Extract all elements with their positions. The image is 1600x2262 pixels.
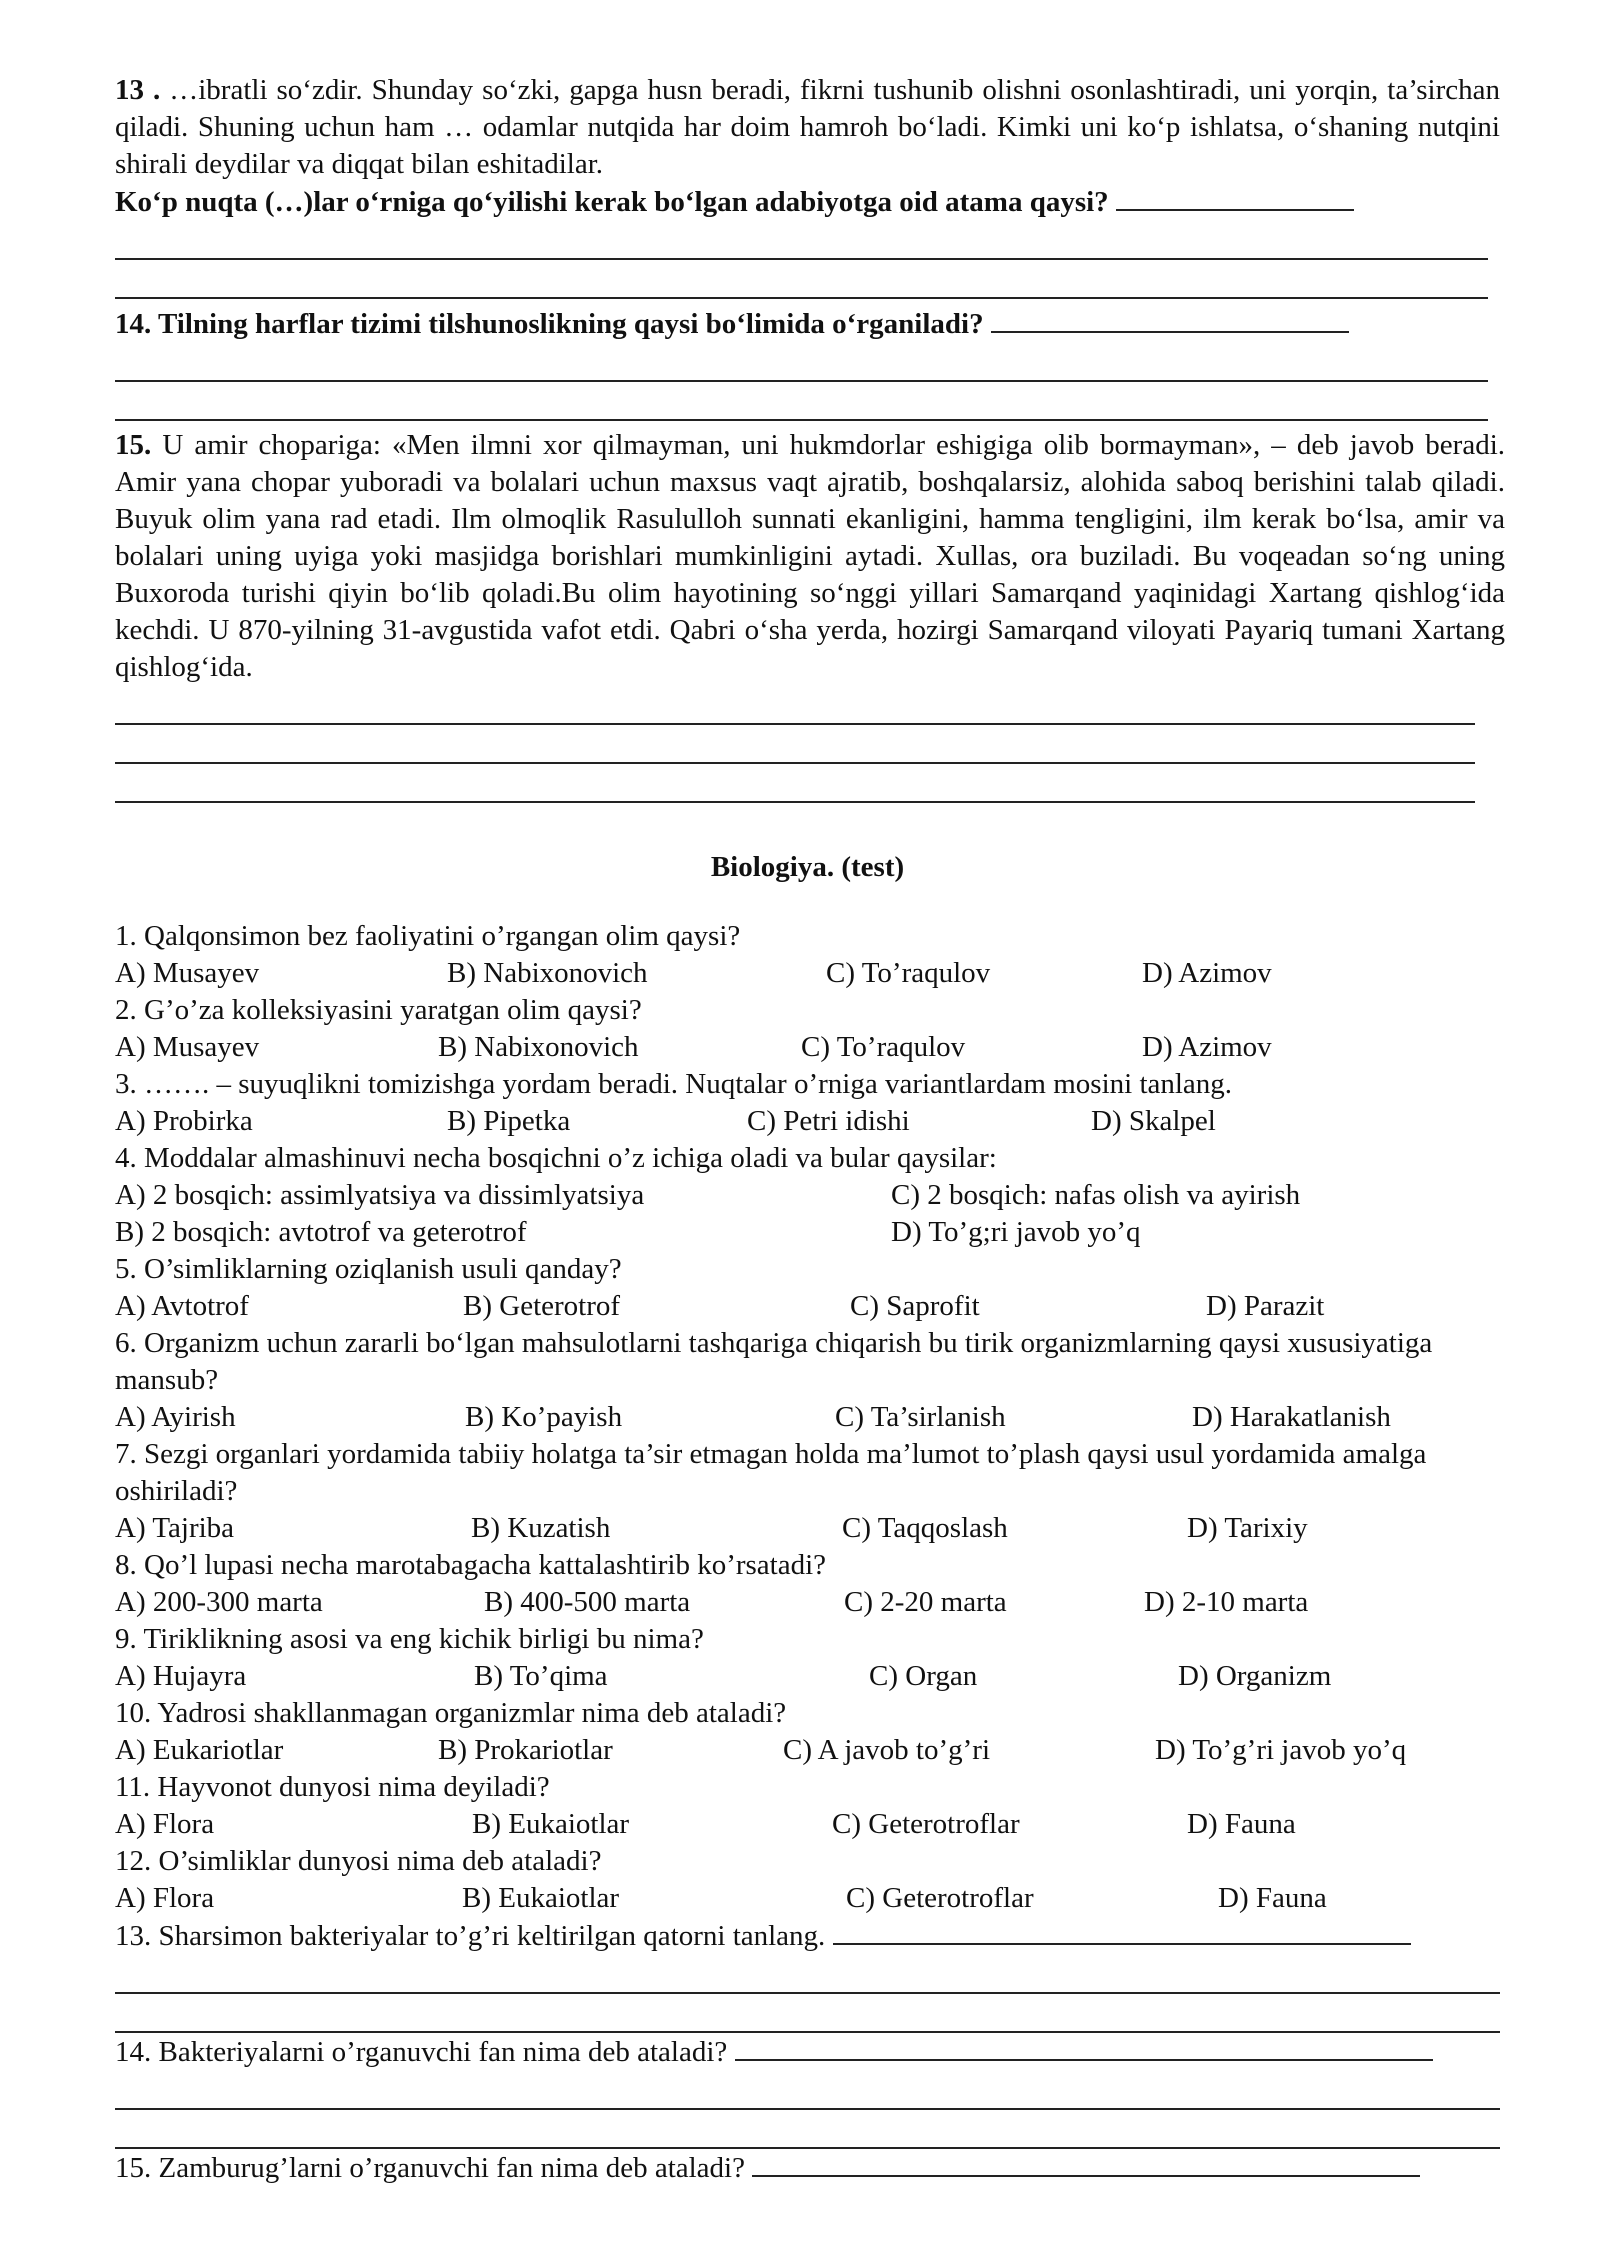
option-b[interactable]: B) Geterotrof: [463, 1290, 621, 1322]
question-13-number: 13 .: [115, 74, 161, 106]
option-a[interactable]: A) Tajriba: [115, 1512, 235, 1544]
mcq-question: 9. Tiriklikning asosi va eng kichik birligi bu nima?: [115, 1623, 704, 1655]
option-c[interactable]: C) Saprofit: [850, 1290, 980, 1322]
option-b[interactable]: B) To’qima: [474, 1660, 608, 1692]
option-d[interactable]: D) Fauna: [1187, 1808, 1296, 1840]
mcq-options: [115, 1029, 1500, 1066]
option-b[interactable]: B) Kuzatish: [471, 1512, 611, 1544]
mcq-options: [115, 1288, 1500, 1325]
question-14-prompt: [115, 305, 1500, 343]
option-c[interactable]: C) Taqqoslash: [842, 1512, 1008, 1544]
mcq-question: 5. O’simliklarning oziqlanish usuli qanday?: [115, 1253, 622, 1285]
mcq-options: [115, 1214, 1500, 1251]
option-a[interactable]: A) Avtotrof: [115, 1290, 249, 1322]
answer-line[interactable]: [115, 343, 1488, 382]
option-c[interactable]: C) Organ: [869, 1660, 978, 1692]
question-13-paragraph: [115, 72, 1500, 183]
mcq-options: [115, 1806, 1500, 1843]
mcq-options: [115, 1880, 1500, 1917]
mcq-options: [115, 955, 1500, 992]
mcq-question: 6. Organizm uchun zararli bo‘lgan mahsulotlarni tashqariga chiqarish bu tirik organizmlarning qaysi xususiyatiga mansub?: [115, 1327, 1433, 1396]
option-a[interactable]: A) Flora: [115, 1808, 215, 1840]
open-question-14: [115, 2033, 1500, 2071]
option-a[interactable]: A) 200-300 marta: [115, 1586, 323, 1618]
question-13-prompt-text: Ko‘p nuqta (…)lar o‘rniga qo‘yilishi kerak bo‘lgan adabiyotga oid atama qaysi?: [115, 186, 1109, 218]
answer-blank-13[interactable]: [1116, 183, 1354, 211]
open-question-13-text: 13. Sharsimon bakteriyalar to’g’ri keltirilgan qatorni tanlang.: [115, 1920, 826, 1952]
option-b[interactable]: B) 2 bosqich: avtotrof va geterotrof: [115, 1216, 527, 1248]
option-d[interactable]: D) 2-10 marta: [1144, 1586, 1309, 1618]
option-c[interactable]: C) Ta’sirlanish: [835, 1401, 1006, 1433]
answer-line[interactable]: [115, 725, 1475, 764]
option-b[interactable]: B) Prokariotlar: [438, 1734, 613, 1766]
option-c[interactable]: C) To’raqulov: [801, 1031, 966, 1063]
option-d[interactable]: D) Harakatlanish: [1192, 1401, 1391, 1433]
option-b[interactable]: B) Eukaiotlar: [462, 1882, 620, 1914]
option-b[interactable]: B) 400-500 marta: [484, 1586, 691, 1618]
mcq-question: 10. Yadrosi shakllanmagan organizmlar nima deb ataladi?: [115, 1697, 787, 1729]
answer-line[interactable]: [115, 221, 1488, 260]
option-a[interactable]: A) Probirka: [115, 1105, 253, 1137]
option-b[interactable]: B) Ko’payish: [465, 1401, 623, 1433]
section-title: Biologiya. (test): [710, 851, 905, 883]
question-13-prompt: [115, 183, 1500, 221]
option-c[interactable]: C) A javob to’g’ri: [783, 1734, 991, 1766]
option-a[interactable]: A) Flora: [115, 1882, 215, 1914]
multiple-choice-list: [115, 918, 1500, 1917]
question-13-text: …ibratli so‘zdir. Shunday so‘zki, gapga husn beradi, fikrni tushunib olishni osonlashtiradi, uni yorqin, ta’sirchan qiladi. Shuning uchun ham … odamlar nutqida har doim hamroh bo‘ladi. Kimki uni ko‘p ishlatsa, o‘shaning nutqini shirali deydilar va diqqat bilan eshitadilar.: [115, 74, 1501, 180]
mcq-options: [115, 1399, 1500, 1436]
mcq-question: 8. Qo’l lupasi necha marotabagacha kattalashtirib ko’rsatadi?: [115, 1549, 827, 1581]
option-c[interactable]: C) 2-20 marta: [844, 1586, 1007, 1618]
option-b[interactable]: B) Eukaiotlar: [472, 1808, 630, 1840]
answer-blank-14[interactable]: [991, 305, 1349, 333]
answer-line[interactable]: [115, 2071, 1500, 2110]
worksheet-page: [115, 72, 1505, 2187]
answer-line[interactable]: [115, 382, 1488, 421]
question-15-number: 15.: [115, 429, 152, 461]
mcq-question: 7. Sezgi organlari yordamida tabiiy holatga ta’sir etmagan holda ma’lumot to’plash qaysi usul yordamida amalga oshiriladi?: [115, 1438, 1427, 1507]
open-question-14-text: 14. Bakteriyalarni o’rganuvchi fan nima deb ataladi?: [115, 2036, 728, 2068]
mcq-options: [115, 1510, 1500, 1547]
option-d[interactable]: D) Tarixiy: [1187, 1512, 1308, 1544]
option-d[interactable]: D) To’g’ri javob yo’q: [1155, 1734, 1407, 1766]
option-d[interactable]: D) To’g;ri javob yo’q: [891, 1216, 1141, 1248]
option-a[interactable]: A) Ayirish: [115, 1401, 236, 1433]
open-question-15: [115, 2149, 1500, 2187]
answer-line[interactable]: [115, 686, 1475, 725]
mcq-question: 4. Moddalar almashinuvi necha bosqichni o’z ichiga oladi va bular qaysilar:: [115, 1142, 997, 1174]
answer-blank[interactable]: [833, 1917, 1411, 1945]
option-c[interactable]: C) 2 bosqich: nafas olish va ayirish: [891, 1179, 1301, 1211]
answer-blank[interactable]: [735, 2033, 1433, 2061]
answer-line[interactable]: [115, 1955, 1500, 1994]
option-c[interactable]: C) Petri idishi: [747, 1105, 910, 1137]
question-15-paragraph: [115, 427, 1505, 686]
answer-blank[interactable]: [752, 2149, 1420, 2177]
option-a[interactable]: A) Hujayra: [115, 1660, 247, 1692]
option-c[interactable]: C) Geterotroflar: [832, 1808, 1020, 1840]
answer-line[interactable]: [115, 2110, 1500, 2149]
question-15-text: U amir chopariga: «Men ilmni xor qilmayman, uni hukmdorlar eshigiga olib bormayman», – deb javob beradi. Amir yana chopar yuboradi va bolalari uchun maxsus vaqt ajratib, boshqalarsiz, alohida saboq berishini talab qiladi. Buyuk olim yana rad etadi. Ilm olmoqlik Rasululloh sunnati ekanligini, hamma tengligini, ilm kerak bo‘lsa, amir va bolalari uning uyiga yoki masjidga borishlari mumkinligini aytadi. Xullas, ora buziladi. Bu voqeadan so‘ng uning Buxoroda turishi qiyin bo‘lib qoladi.Bu olim hayotining so‘nggi yillari Samarqand yaqinidagi Xartang qishlog‘ida kechdi. U 870-yilning 31-avgustida vafot etdi. Qabri o‘sha yerda, hozirgi Samarqand viloyati Payariq tumani Xartang qishlog‘ida.: [115, 429, 1505, 683]
mcq-options: [115, 1732, 1500, 1769]
option-d[interactable]: D) Parazit: [1206, 1290, 1325, 1322]
mcq-question: 3. ……. – suyuqlikni tomizishga yordam beradi. Nuqtalar o’rniga variantlardam mosini tanlang.: [115, 1068, 1233, 1100]
mcq-question: 1. Qalqonsimon bez faoliyatini o’rgangan olim qaysi?: [115, 920, 741, 952]
option-a[interactable]: A) 2 bosqich: assimlyatsiya va dissimlyatsiya: [115, 1179, 645, 1211]
option-c[interactable]: C) To’raqulov: [826, 957, 991, 989]
option-d[interactable]: D) Azimov: [1142, 1031, 1272, 1063]
mcq-options: [115, 1584, 1500, 1621]
mcq-question: 12. O’simliklar dunyosi nima deb ataladi?: [115, 1845, 602, 1877]
option-b[interactable]: B) Pipetka: [447, 1105, 571, 1137]
option-d[interactable]: D) Organizm: [1178, 1660, 1332, 1692]
mcq-options: [115, 1658, 1500, 1695]
answer-line[interactable]: [115, 1994, 1500, 2033]
option-a[interactable]: A) Eukariotlar: [115, 1734, 284, 1766]
option-a[interactable]: A) Musayev: [115, 957, 260, 989]
mcq-options: [115, 1103, 1500, 1140]
question-14-prompt-text: 14. Tilning harflar tizimi tilshunoslikning qaysi bo‘limida o‘rganiladi?: [115, 308, 984, 340]
answer-line[interactable]: [115, 260, 1488, 299]
mcq-question: 2. G’o’za kolleksiyasini yaratgan olim qaysi?: [115, 994, 642, 1026]
mcq-question: 11. Hayvonot dunyosi nima deyiladi?: [115, 1771, 550, 1803]
answer-line[interactable]: [115, 764, 1475, 803]
option-b[interactable]: B) Nabixonovich: [438, 1031, 639, 1063]
option-d[interactable]: D) Azimov: [1142, 957, 1272, 989]
option-d[interactable]: D) Skalpel: [1091, 1105, 1216, 1137]
option-b[interactable]: B) Nabixonovich: [447, 957, 648, 989]
mcq-options: [115, 1177, 1500, 1214]
option-c[interactable]: C) Geterotroflar: [846, 1882, 1034, 1914]
open-question-15-text: 15. Zamburug’larni o’rganuvchi fan nima deb ataladi?: [115, 2152, 745, 2184]
option-a[interactable]: A) Musayev: [115, 1031, 260, 1063]
option-d[interactable]: D) Fauna: [1218, 1882, 1327, 1914]
open-question-13: [115, 1917, 1500, 1955]
